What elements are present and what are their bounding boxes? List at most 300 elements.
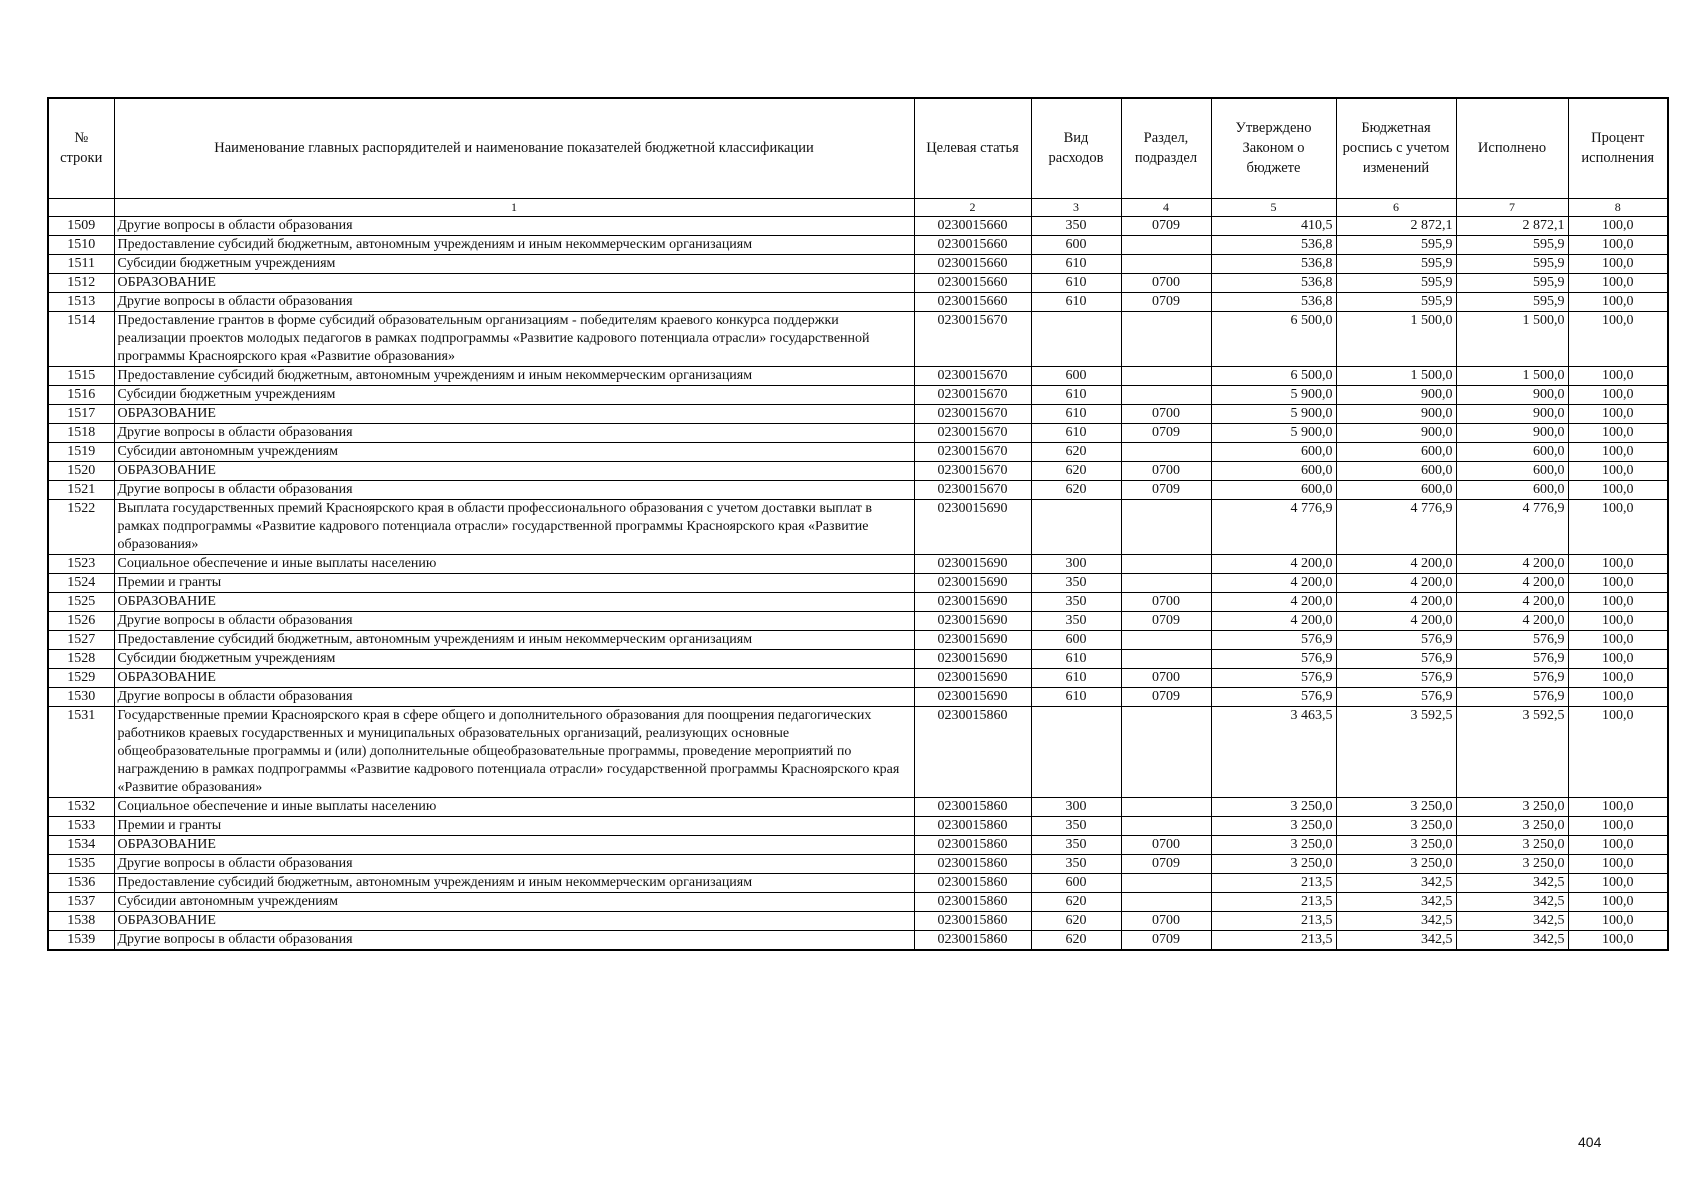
executed-cell: 342,5 (1456, 892, 1568, 911)
percent-cell: 100,0 (1568, 554, 1668, 573)
approved-cell: 600,0 (1211, 480, 1336, 499)
approved-cell: 576,9 (1211, 668, 1336, 687)
table-row (48, 235, 1668, 254)
percent-cell: 100,0 (1568, 366, 1668, 385)
target-article-cell: 0230015670 (914, 404, 1031, 423)
section-cell: 0709 (1121, 423, 1211, 442)
budget-execution-table (47, 97, 1669, 951)
budget-schedule-cell: 1 500,0 (1336, 366, 1456, 385)
executed-cell: 4 200,0 (1456, 554, 1568, 573)
approved-cell: 4 200,0 (1211, 611, 1336, 630)
section-cell: 0709 (1121, 292, 1211, 311)
percent-cell: 100,0 (1568, 668, 1668, 687)
table-row (48, 254, 1668, 273)
percent-cell: 100,0 (1568, 442, 1668, 461)
target-article-cell: 0230015660 (914, 254, 1031, 273)
section-cell: 0709 (1121, 216, 1211, 235)
percent-cell: 100,0 (1568, 311, 1668, 366)
section-cell (1121, 816, 1211, 835)
percent-cell: 100,0 (1568, 461, 1668, 480)
table-row (48, 385, 1668, 404)
expense-type-cell: 600 (1031, 366, 1121, 385)
approved-cell: 536,8 (1211, 254, 1336, 273)
target-article-cell: 0230015690 (914, 630, 1031, 649)
approved-cell: 536,8 (1211, 273, 1336, 292)
target-article-cell: 0230015860 (914, 911, 1031, 930)
section-cell (1121, 873, 1211, 892)
percent-cell: 100,0 (1568, 797, 1668, 816)
approved-cell: 213,5 (1211, 911, 1336, 930)
executed-cell: 600,0 (1456, 461, 1568, 480)
row-number-cell: 1533 (48, 816, 114, 835)
budget-schedule-cell: 576,9 (1336, 668, 1456, 687)
target-article-cell: 0230015860 (914, 930, 1031, 950)
row-number-cell: 1519 (48, 442, 114, 461)
executed-cell: 3 250,0 (1456, 835, 1568, 854)
row-name-cell: Предоставление субсидий бюджетным, автономным учреждениям и иным некоммерческим организациям (114, 366, 914, 385)
executed-cell: 4 776,9 (1456, 499, 1568, 554)
budget-schedule-cell: 600,0 (1336, 461, 1456, 480)
executed-cell: 595,9 (1456, 273, 1568, 292)
expense-type-cell: 610 (1031, 649, 1121, 668)
row-name-cell: Другие вопросы в области образования (114, 930, 914, 950)
section-cell: 0709 (1121, 854, 1211, 873)
budget-schedule-cell: 595,9 (1336, 292, 1456, 311)
table-row (48, 649, 1668, 668)
percent-cell: 100,0 (1568, 592, 1668, 611)
approved-cell: 576,9 (1211, 649, 1336, 668)
row-number-cell: 1511 (48, 254, 114, 273)
table-row (48, 706, 1668, 797)
expense-type-cell: 600 (1031, 235, 1121, 254)
section-cell: 0700 (1121, 835, 1211, 854)
table-row (48, 873, 1668, 892)
section-cell (1121, 573, 1211, 592)
table-row (48, 816, 1668, 835)
executed-cell: 4 200,0 (1456, 573, 1568, 592)
budget-schedule-cell: 1 500,0 (1336, 311, 1456, 366)
header-budget-schedule: Бюджетная роспись с учетом изменений (1336, 98, 1456, 198)
row-name-cell: Другие вопросы в области образования (114, 854, 914, 873)
expense-type-cell: 610 (1031, 273, 1121, 292)
budget-schedule-cell: 3 250,0 (1336, 854, 1456, 873)
section-cell: 0709 (1121, 930, 1211, 950)
executed-cell: 3 250,0 (1456, 854, 1568, 873)
executed-cell: 576,9 (1456, 630, 1568, 649)
section-cell: 0709 (1121, 611, 1211, 630)
table-row (48, 911, 1668, 930)
target-article-cell: 0230015670 (914, 385, 1031, 404)
row-number-cell: 1510 (48, 235, 114, 254)
approved-cell: 213,5 (1211, 930, 1336, 950)
target-article-cell: 0230015670 (914, 442, 1031, 461)
table-row (48, 592, 1668, 611)
percent-cell: 100,0 (1568, 854, 1668, 873)
approved-cell: 6 500,0 (1211, 366, 1336, 385)
executed-cell: 342,5 (1456, 930, 1568, 950)
section-cell: 0700 (1121, 911, 1211, 930)
percent-cell: 100,0 (1568, 499, 1668, 554)
expense-type-cell: 300 (1031, 797, 1121, 816)
budget-schedule-cell: 4 200,0 (1336, 573, 1456, 592)
row-name-cell: Другие вопросы в области образования (114, 216, 914, 235)
approved-cell: 5 900,0 (1211, 423, 1336, 442)
approved-cell: 576,9 (1211, 687, 1336, 706)
row-name-cell: Другие вопросы в области образования (114, 480, 914, 499)
row-name-cell: Субсидии бюджетным учреждениям (114, 385, 914, 404)
row-number-cell: 1520 (48, 461, 114, 480)
row-name-cell: Премии и гранты (114, 573, 914, 592)
target-article-cell: 0230015690 (914, 554, 1031, 573)
header-expense-type: Вид расходов (1031, 98, 1121, 198)
approved-cell: 3 250,0 (1211, 835, 1336, 854)
header-row-number: № строки (48, 98, 114, 198)
target-article-cell: 0230015660 (914, 292, 1031, 311)
executed-cell: 576,9 (1456, 687, 1568, 706)
row-number-cell: 1536 (48, 873, 114, 892)
budget-schedule-cell: 595,9 (1336, 235, 1456, 254)
table-row (48, 892, 1668, 911)
row-name-cell: Предоставление грантов в форме субсидий образовательным организациям - победителям краевого конкурса поддержки реализации проектов молодых педагогов в рамках подпрограммы «Развитие кадрового потенциала отрасли» государственной программы Красноярского края «Развитие образования» (114, 311, 914, 366)
expense-type-cell: 350 (1031, 592, 1121, 611)
executed-cell: 600,0 (1456, 480, 1568, 499)
row-number-cell: 1527 (48, 630, 114, 649)
expense-type-cell: 350 (1031, 611, 1121, 630)
row-name-cell: Социальное обеспечение и иные выплаты населению (114, 554, 914, 573)
header-executed: Исполнено (1456, 98, 1568, 198)
target-article-cell: 0230015660 (914, 235, 1031, 254)
table-row (48, 442, 1668, 461)
percent-cell: 100,0 (1568, 235, 1668, 254)
row-number-cell: 1538 (48, 911, 114, 930)
row-number-cell: 1516 (48, 385, 114, 404)
budget-schedule-cell: 600,0 (1336, 442, 1456, 461)
approved-cell: 536,8 (1211, 235, 1336, 254)
header-name: Наименование главных распорядителей и наименование показателей бюджетной классификации (114, 98, 914, 198)
header-approved: Утверждено Законом о бюджете (1211, 98, 1336, 198)
row-number-cell: 1531 (48, 706, 114, 797)
target-article-cell: 0230015690 (914, 499, 1031, 554)
expense-type-cell (1031, 499, 1121, 554)
expense-type-cell: 350 (1031, 816, 1121, 835)
row-name-cell: Субсидии автономным учреждениям (114, 892, 914, 911)
expense-type-cell: 610 (1031, 254, 1121, 273)
section-cell (1121, 554, 1211, 573)
executed-cell: 900,0 (1456, 385, 1568, 404)
expense-type-cell: 620 (1031, 442, 1121, 461)
executed-cell: 1 500,0 (1456, 366, 1568, 385)
executed-cell: 3 250,0 (1456, 816, 1568, 835)
target-article-cell: 0230015690 (914, 611, 1031, 630)
header-percent: Процент исполнения (1568, 98, 1668, 198)
budget-schedule-cell: 576,9 (1336, 630, 1456, 649)
percent-cell: 100,0 (1568, 216, 1668, 235)
target-article-cell: 0230015690 (914, 573, 1031, 592)
row-name-cell: ОБРАЗОВАНИЕ (114, 273, 914, 292)
row-name-cell: Предоставление субсидий бюджетным, автономным учреждениям и иным некоммерческим организациям (114, 630, 914, 649)
expense-type-cell: 610 (1031, 292, 1121, 311)
percent-cell: 100,0 (1568, 873, 1668, 892)
row-number-cell: 1524 (48, 573, 114, 592)
budget-schedule-cell: 595,9 (1336, 254, 1456, 273)
row-number-cell: 1525 (48, 592, 114, 611)
approved-cell: 536,8 (1211, 292, 1336, 311)
executed-cell: 4 200,0 (1456, 592, 1568, 611)
percent-cell: 100,0 (1568, 892, 1668, 911)
executed-cell: 595,9 (1456, 254, 1568, 273)
section-cell: 0700 (1121, 404, 1211, 423)
target-article-cell: 0230015690 (914, 649, 1031, 668)
column-number (48, 198, 114, 216)
target-article-cell: 0230015670 (914, 461, 1031, 480)
row-name-cell: ОБРАЗОВАНИЕ (114, 461, 914, 480)
approved-cell: 3 250,0 (1211, 816, 1336, 835)
budget-schedule-cell: 576,9 (1336, 649, 1456, 668)
section-cell (1121, 442, 1211, 461)
percent-cell: 100,0 (1568, 480, 1668, 499)
table-row (48, 835, 1668, 854)
budget-schedule-cell: 595,9 (1336, 273, 1456, 292)
row-number-cell: 1521 (48, 480, 114, 499)
page-number: 404 (1578, 1134, 1602, 1150)
approved-cell: 3 250,0 (1211, 854, 1336, 873)
approved-cell: 6 500,0 (1211, 311, 1336, 366)
section-cell (1121, 385, 1211, 404)
percent-cell: 100,0 (1568, 423, 1668, 442)
row-number-cell: 1535 (48, 854, 114, 873)
table-row (48, 311, 1668, 366)
expense-type-cell: 620 (1031, 461, 1121, 480)
row-number-cell: 1529 (48, 668, 114, 687)
budget-schedule-cell: 3 250,0 (1336, 797, 1456, 816)
expense-type-cell: 350 (1031, 835, 1121, 854)
row-number-cell: 1539 (48, 930, 114, 950)
table-row (48, 461, 1668, 480)
budget-schedule-cell: 4 200,0 (1336, 592, 1456, 611)
row-name-cell: ОБРАЗОВАНИЕ (114, 835, 914, 854)
target-article-cell: 0230015670 (914, 366, 1031, 385)
approved-cell: 600,0 (1211, 442, 1336, 461)
section-cell (1121, 366, 1211, 385)
budget-schedule-cell: 576,9 (1336, 687, 1456, 706)
header-target-article: Целевая статья (914, 98, 1031, 198)
approved-cell: 3 463,5 (1211, 706, 1336, 797)
expense-type-cell: 610 (1031, 668, 1121, 687)
expense-type-cell: 350 (1031, 216, 1121, 235)
table-row (48, 273, 1668, 292)
table-row (48, 292, 1668, 311)
target-article-cell: 0230015670 (914, 480, 1031, 499)
approved-cell: 3 250,0 (1211, 797, 1336, 816)
budget-schedule-cell: 4 200,0 (1336, 611, 1456, 630)
approved-cell: 4 200,0 (1211, 592, 1336, 611)
percent-cell: 100,0 (1568, 816, 1668, 835)
row-name-cell: Субсидии бюджетным учреждениям (114, 649, 914, 668)
section-cell (1121, 630, 1211, 649)
budget-schedule-cell: 3 250,0 (1336, 816, 1456, 835)
percent-cell: 100,0 (1568, 273, 1668, 292)
section-cell (1121, 706, 1211, 797)
section-cell (1121, 892, 1211, 911)
percent-cell: 100,0 (1568, 930, 1668, 950)
executed-cell: 2 872,1 (1456, 216, 1568, 235)
approved-cell: 5 900,0 (1211, 404, 1336, 423)
approved-cell: 213,5 (1211, 873, 1336, 892)
approved-cell: 600,0 (1211, 461, 1336, 480)
percent-cell: 100,0 (1568, 404, 1668, 423)
row-name-cell: Премии и гранты (114, 816, 914, 835)
expense-type-cell: 350 (1031, 573, 1121, 592)
budget-schedule-cell: 4 200,0 (1336, 554, 1456, 573)
section-cell (1121, 499, 1211, 554)
expense-type-cell: 620 (1031, 480, 1121, 499)
budget-schedule-cell: 3 592,5 (1336, 706, 1456, 797)
executed-cell: 1 500,0 (1456, 311, 1568, 366)
budget-schedule-cell: 900,0 (1336, 385, 1456, 404)
table-row (48, 687, 1668, 706)
table-row (48, 854, 1668, 873)
percent-cell: 100,0 (1568, 706, 1668, 797)
budget-schedule-cell: 342,5 (1336, 911, 1456, 930)
percent-cell: 100,0 (1568, 611, 1668, 630)
budget-table-container (47, 97, 1669, 951)
row-number-cell: 1523 (48, 554, 114, 573)
budget-schedule-cell: 900,0 (1336, 423, 1456, 442)
row-name-cell: Другие вопросы в области образования (114, 687, 914, 706)
budget-schedule-cell: 342,5 (1336, 873, 1456, 892)
row-number-cell: 1513 (48, 292, 114, 311)
row-number-cell: 1537 (48, 892, 114, 911)
approved-cell: 5 900,0 (1211, 385, 1336, 404)
table-row (48, 573, 1668, 592)
target-article-cell: 0230015690 (914, 592, 1031, 611)
budget-schedule-cell: 342,5 (1336, 892, 1456, 911)
row-number-cell: 1522 (48, 499, 114, 554)
table-row (48, 797, 1668, 816)
section-cell: 0700 (1121, 273, 1211, 292)
section-cell (1121, 797, 1211, 816)
section-cell (1121, 311, 1211, 366)
expense-type-cell: 610 (1031, 687, 1121, 706)
expense-type-cell: 620 (1031, 892, 1121, 911)
column-number: 8 (1568, 198, 1668, 216)
expense-type-cell: 610 (1031, 404, 1121, 423)
percent-cell: 100,0 (1568, 292, 1668, 311)
row-number-cell: 1518 (48, 423, 114, 442)
row-name-cell: ОБРАЗОВАНИЕ (114, 668, 914, 687)
row-name-cell: ОБРАЗОВАНИЕ (114, 592, 914, 611)
column-number: 2 (914, 198, 1031, 216)
expense-type-cell: 300 (1031, 554, 1121, 573)
row-name-cell: Субсидии бюджетным учреждениям (114, 254, 914, 273)
table-row (48, 668, 1668, 687)
table-row (48, 499, 1668, 554)
row-number-cell: 1526 (48, 611, 114, 630)
row-number-cell: 1517 (48, 404, 114, 423)
percent-cell: 100,0 (1568, 687, 1668, 706)
table-row (48, 611, 1668, 630)
executed-cell: 595,9 (1456, 292, 1568, 311)
budget-schedule-cell: 4 776,9 (1336, 499, 1456, 554)
row-number-cell: 1528 (48, 649, 114, 668)
executed-cell: 600,0 (1456, 442, 1568, 461)
column-number-row (48, 198, 1668, 216)
table-header-row (48, 98, 1668, 198)
table-row (48, 930, 1668, 950)
executed-cell: 342,5 (1456, 873, 1568, 892)
table-row (48, 423, 1668, 442)
expense-type-cell: 620 (1031, 930, 1121, 950)
row-number-cell: 1514 (48, 311, 114, 366)
table-row (48, 404, 1668, 423)
row-name-cell: ОБРАЗОВАНИЕ (114, 911, 914, 930)
target-article-cell: 0230015670 (914, 311, 1031, 366)
percent-cell: 100,0 (1568, 835, 1668, 854)
approved-cell: 576,9 (1211, 630, 1336, 649)
row-number-cell: 1532 (48, 797, 114, 816)
table-row (48, 554, 1668, 573)
table-row (48, 366, 1668, 385)
approved-cell: 410,5 (1211, 216, 1336, 235)
target-article-cell: 0230015660 (914, 273, 1031, 292)
executed-cell: 3 250,0 (1456, 797, 1568, 816)
percent-cell: 100,0 (1568, 911, 1668, 930)
target-article-cell: 0230015690 (914, 687, 1031, 706)
expense-type-cell (1031, 706, 1121, 797)
row-name-cell: Другие вопросы в области образования (114, 423, 914, 442)
row-name-cell: Государственные премии Красноярского края в сфере общего и дополнительного образования для поощрения педагогических работников краевых государственных и муниципальных образовательных организаций, реализующих основные общеобразовательные программы и (или) дополнительные общеобразовательные программы, проведение мероприятий по награждению в рамках подпрограммы «Развитие кадрового потенциала отрасли» государственной программы Красноярского края «Развитие образования» (114, 706, 914, 797)
row-number-cell: 1530 (48, 687, 114, 706)
expense-type-cell (1031, 311, 1121, 366)
budget-schedule-cell: 600,0 (1336, 480, 1456, 499)
expense-type-cell: 350 (1031, 854, 1121, 873)
executed-cell: 900,0 (1456, 404, 1568, 423)
table-row (48, 630, 1668, 649)
table-body (48, 216, 1668, 950)
expense-type-cell: 620 (1031, 911, 1121, 930)
row-name-cell: Другие вопросы в области образования (114, 292, 914, 311)
budget-schedule-cell: 900,0 (1336, 404, 1456, 423)
row-name-cell: Социальное обеспечение и иные выплаты населению (114, 797, 914, 816)
section-cell (1121, 254, 1211, 273)
target-article-cell: 0230015860 (914, 854, 1031, 873)
column-number: 3 (1031, 198, 1121, 216)
approved-cell: 4 200,0 (1211, 554, 1336, 573)
expense-type-cell: 610 (1031, 423, 1121, 442)
table-row (48, 480, 1668, 499)
column-number: 1 (114, 198, 914, 216)
approved-cell: 4 776,9 (1211, 499, 1336, 554)
approved-cell: 4 200,0 (1211, 573, 1336, 592)
percent-cell: 100,0 (1568, 630, 1668, 649)
target-article-cell: 0230015860 (914, 892, 1031, 911)
row-name-cell: Предоставление субсидий бюджетным, автономным учреждениям и иным некоммерческим организациям (114, 873, 914, 892)
target-article-cell: 0230015670 (914, 423, 1031, 442)
section-cell: 0700 (1121, 668, 1211, 687)
row-name-cell: Субсидии автономным учреждениям (114, 442, 914, 461)
row-name-cell: Предоставление субсидий бюджетным, автономным учреждениям и иным некоммерческим организациям (114, 235, 914, 254)
column-number: 5 (1211, 198, 1336, 216)
table-row (48, 216, 1668, 235)
row-number-cell: 1534 (48, 835, 114, 854)
target-article-cell: 0230015860 (914, 706, 1031, 797)
target-article-cell: 0230015860 (914, 816, 1031, 835)
target-article-cell: 0230015860 (914, 873, 1031, 892)
target-article-cell: 0230015860 (914, 797, 1031, 816)
percent-cell: 100,0 (1568, 649, 1668, 668)
approved-cell: 213,5 (1211, 892, 1336, 911)
executed-cell: 342,5 (1456, 911, 1568, 930)
